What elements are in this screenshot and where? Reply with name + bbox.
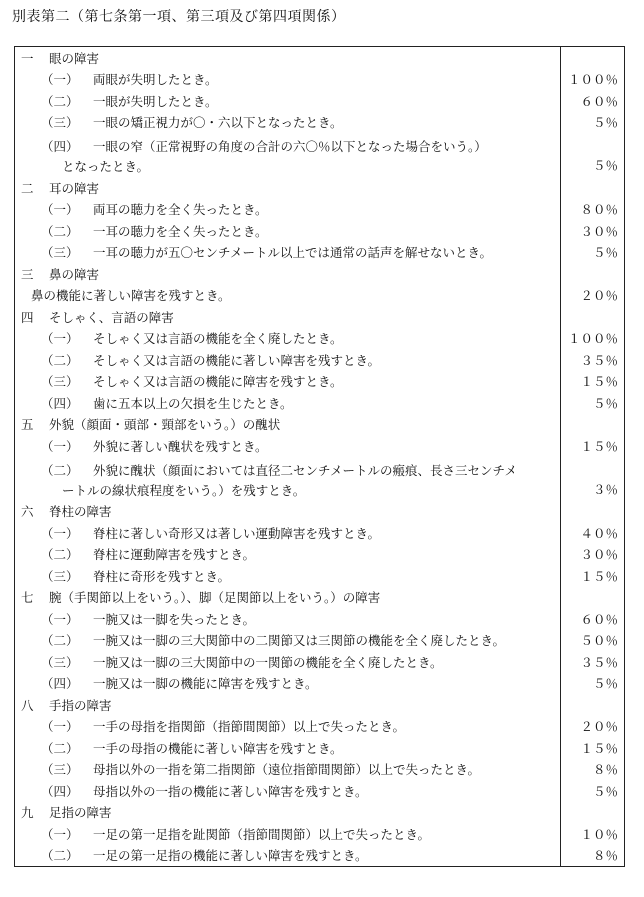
row-text bbox=[15, 265, 560, 283]
row-label: そしゃく又は言語の機能を全く廃したとき。 bbox=[93, 331, 343, 347]
item-number: （一） bbox=[41, 438, 79, 454]
section-number: 四 bbox=[21, 309, 34, 325]
benefit-percentage: ６０％ bbox=[560, 90, 624, 112]
row-text bbox=[15, 133, 560, 174]
benefit-percentage: ２０％ bbox=[560, 285, 624, 307]
item-number: （三） bbox=[41, 115, 79, 131]
benefit-percentage: ５％ bbox=[560, 780, 624, 802]
row-text bbox=[15, 49, 560, 67]
table-row bbox=[15, 845, 624, 867]
row-label: 外貌に醜状（顔面においては直径二センチメートルの瘢痕、長さ三センチメ bbox=[93, 462, 518, 478]
benefit-percentage: ５％ bbox=[560, 112, 624, 134]
row-label: 腕（手関節以上をいう。）、脚（足関節以上をいう。）の障害 bbox=[49, 590, 381, 606]
row-label: 一腕又は一脚の三大関節中の二関節又は三関節の機能を全く廃したとき。 bbox=[93, 633, 506, 649]
table-row bbox=[15, 112, 624, 134]
row-text bbox=[15, 653, 560, 671]
table-row bbox=[15, 673, 624, 695]
table-row bbox=[15, 349, 624, 371]
row-label: そしゃく、言語の障害 bbox=[49, 309, 174, 325]
benefit-percentage: ８０％ bbox=[560, 199, 624, 221]
row-text bbox=[15, 222, 560, 240]
benefit-percentage: １５％ bbox=[560, 565, 624, 587]
row-label: 一眼が失明したとき。 bbox=[93, 93, 218, 109]
benefit-percentage bbox=[560, 414, 624, 436]
row-text bbox=[15, 200, 560, 218]
benefit-percentage: ５０％ bbox=[560, 630, 624, 652]
table-row bbox=[15, 435, 624, 457]
section-header-row bbox=[15, 802, 624, 824]
row-label: 両耳の聴力を全く失ったとき。 bbox=[93, 202, 268, 218]
section-header-row bbox=[15, 47, 624, 69]
row-label: 一手の母指の機能に著しい障害を残すとき。 bbox=[93, 740, 343, 756]
benefit-percentage: ５％ bbox=[560, 673, 624, 695]
row-label: 一手の母指を指関節（指節間関節）以上で失ったとき。 bbox=[93, 719, 406, 735]
row-label: 一眼の矯正視力が〇・六以下となったとき。 bbox=[93, 115, 343, 131]
row-label: 外貌（顔面・頭部・頸部をいう。）の醜状 bbox=[49, 417, 281, 433]
row-continuation: ートルの線状痕程度をいう。）を残すとき。 bbox=[62, 482, 306, 498]
row-label: 眼の障害 bbox=[49, 50, 100, 66]
item-number: （一） bbox=[41, 826, 79, 842]
item-number: （三） bbox=[41, 762, 79, 778]
benefit-percentage: ２０％ bbox=[560, 716, 624, 738]
row-text bbox=[15, 696, 560, 714]
item-number: （二） bbox=[41, 93, 79, 109]
benefit-percentage: ３５％ bbox=[560, 651, 624, 673]
benefit-percentage: ３０％ bbox=[560, 220, 624, 242]
row-label: 一眼の窄（正常視野の角度の合計の六〇％以下となった場合をいう。） bbox=[93, 139, 487, 154]
section-number: 三 bbox=[21, 266, 34, 282]
item-number: （二） bbox=[41, 547, 79, 563]
item-number: （二） bbox=[41, 848, 79, 864]
row-text bbox=[15, 372, 560, 390]
row-label: 一腕又は一脚の機能に障害を残すとき。 bbox=[93, 676, 318, 692]
benefit-percentage: ８％ bbox=[560, 845, 624, 867]
benefit-percentage: １５％ bbox=[560, 737, 624, 759]
row-label: 一腕又は一脚を失ったとき。 bbox=[93, 611, 256, 627]
row-label: 一足の第一足指を趾関節（指節間関節）以上で失ったとき。 bbox=[93, 826, 431, 842]
row-text bbox=[15, 545, 560, 563]
benefit-percentage: ３％ bbox=[560, 457, 624, 501]
row-text bbox=[15, 524, 560, 542]
row-label: 脊柱に運動障害を残すとき。 bbox=[93, 547, 256, 563]
benefit-percentage bbox=[560, 694, 624, 716]
item-number: （三） bbox=[41, 245, 79, 261]
row-text bbox=[15, 308, 560, 326]
item-number: （一） bbox=[41, 202, 79, 218]
benefit-percentage: ５％ bbox=[560, 392, 624, 414]
row-label: 両眼が失明したとき。 bbox=[93, 72, 218, 88]
table-row bbox=[15, 220, 624, 242]
row-label: 脊柱に奇形を残すとき。 bbox=[93, 568, 231, 584]
table-row bbox=[15, 328, 624, 350]
benefit-percentage: ３０％ bbox=[560, 544, 624, 566]
benefit-percentage: １００％ bbox=[560, 328, 624, 350]
item-number: （四） bbox=[41, 676, 79, 692]
item-number: （二） bbox=[41, 223, 79, 239]
item-number: （二） bbox=[41, 352, 79, 368]
benefit-percentage bbox=[560, 501, 624, 523]
item-number: （四） bbox=[41, 783, 79, 799]
item-number: （四） bbox=[41, 139, 79, 154]
section-header-row bbox=[15, 587, 624, 609]
item-number: （三） bbox=[41, 654, 79, 670]
row-text bbox=[15, 782, 560, 800]
benefit-percentage: ５％ bbox=[560, 133, 624, 177]
row-text bbox=[15, 588, 560, 606]
item-number: （四） bbox=[41, 395, 79, 411]
row-label: 手指の障害 bbox=[49, 697, 112, 713]
section-number: 二 bbox=[21, 180, 34, 196]
table-row bbox=[15, 69, 624, 91]
row-text bbox=[15, 92, 560, 110]
row-label: 耳の障害 bbox=[49, 180, 100, 196]
table-row bbox=[15, 565, 624, 587]
row-text bbox=[15, 113, 560, 131]
benefit-percentage: １０％ bbox=[560, 823, 624, 845]
row-label: 母指以外の一指の機能に著しい障害を残すとき。 bbox=[93, 783, 368, 799]
section-header-row bbox=[15, 177, 624, 199]
row-label: 一足の第一足指の機能に著しい障害を残すとき。 bbox=[93, 848, 368, 864]
row-text bbox=[15, 329, 560, 347]
benefit-percentage: １００％ bbox=[560, 69, 624, 91]
row-label: 外貌に著しい醜状を残すとき。 bbox=[93, 438, 268, 454]
table-row bbox=[15, 823, 624, 845]
row-text bbox=[15, 674, 560, 692]
item-number: （一） bbox=[41, 525, 79, 541]
row-text bbox=[15, 243, 560, 261]
benefit-percentage bbox=[560, 306, 624, 328]
benefit-percentage: ３５％ bbox=[560, 349, 624, 371]
row-text bbox=[15, 502, 560, 520]
table-row bbox=[15, 285, 624, 307]
item-number: （一） bbox=[41, 719, 79, 735]
section-number: 七 bbox=[21, 590, 34, 606]
table-row bbox=[15, 630, 624, 652]
table-row bbox=[15, 90, 624, 112]
benefit-percentage: ４０％ bbox=[560, 522, 624, 544]
row-label: 鼻の機能に著しい障害を残すとき。 bbox=[31, 288, 231, 304]
row-text bbox=[15, 394, 560, 412]
row-text bbox=[15, 437, 560, 455]
item-number: （一） bbox=[41, 331, 79, 347]
row-label: 脊柱に著しい奇形又は著しい運動障害を残すとき。 bbox=[93, 525, 381, 541]
item-number: （三） bbox=[41, 374, 79, 390]
table-row bbox=[15, 371, 624, 393]
row-text bbox=[15, 631, 560, 649]
section-number: 八 bbox=[21, 697, 34, 713]
section-header-row bbox=[15, 694, 624, 716]
row-label: そしゃく又は言語の機能に障害を残すとき。 bbox=[93, 374, 343, 390]
table-row bbox=[15, 457, 624, 501]
benefit-percentage: ８％ bbox=[560, 759, 624, 781]
benefit-percentage bbox=[560, 587, 624, 609]
benefit-percentage: １５％ bbox=[560, 435, 624, 457]
section-number: 六 bbox=[21, 504, 34, 520]
section-header-row bbox=[15, 263, 624, 285]
section-number: 五 bbox=[21, 417, 34, 433]
table-row bbox=[15, 716, 624, 738]
row-continuation: となったとき。 bbox=[62, 159, 150, 174]
row-text bbox=[15, 567, 560, 585]
table-row bbox=[15, 737, 624, 759]
item-number: （二） bbox=[41, 740, 79, 756]
row-text bbox=[15, 70, 560, 88]
page-title: 別表第二（第七条第一項、第三項及び第四項関係） bbox=[12, 9, 346, 25]
table-row bbox=[15, 522, 624, 544]
benefit-percentage bbox=[560, 177, 624, 199]
disability-table bbox=[14, 46, 625, 867]
row-text bbox=[15, 457, 560, 498]
item-number: （二） bbox=[41, 462, 79, 478]
table-row bbox=[15, 759, 624, 781]
section-header-row bbox=[15, 414, 624, 436]
row-text bbox=[15, 415, 560, 433]
item-number: （一） bbox=[41, 72, 79, 88]
table-row bbox=[15, 133, 624, 177]
row-text bbox=[15, 825, 560, 843]
row-label: 一耳の聴力が五〇センチメートル以上では通常の話声を解せないとき。 bbox=[93, 245, 493, 261]
row-label: 歯に五本以上の欠損を生じたとき。 bbox=[93, 395, 293, 411]
table-row bbox=[15, 608, 624, 630]
row-label: 一腕又は一脚の三大関節中の一関節の機能を全く廃したとき。 bbox=[93, 654, 443, 670]
row-text bbox=[15, 846, 560, 864]
benefit-percentage bbox=[560, 802, 624, 824]
table-row bbox=[15, 780, 624, 802]
row-text bbox=[15, 717, 560, 735]
row-label: 足指の障害 bbox=[49, 805, 112, 821]
row-text bbox=[15, 351, 560, 369]
row-text bbox=[15, 179, 560, 197]
row-text bbox=[15, 286, 560, 304]
table-row bbox=[15, 242, 624, 264]
row-text bbox=[15, 739, 560, 757]
row-text bbox=[15, 803, 560, 821]
benefit-percentage: １５％ bbox=[560, 371, 624, 393]
table-row bbox=[15, 544, 624, 566]
row-label: 鼻の障害 bbox=[49, 266, 100, 282]
row-label: 母指以外の一指を第二指関節（遠位指節間関節）以上で失ったとき。 bbox=[93, 762, 481, 778]
benefit-percentage bbox=[560, 47, 624, 69]
item-number: （三） bbox=[41, 568, 79, 584]
item-number: （一） bbox=[41, 611, 79, 627]
benefit-percentage bbox=[560, 263, 624, 285]
row-label: 一耳の聴力を全く失ったとき。 bbox=[93, 223, 268, 239]
row-text bbox=[15, 610, 560, 628]
section-number: 九 bbox=[21, 805, 34, 821]
table-row bbox=[15, 199, 624, 221]
table-row bbox=[15, 392, 624, 414]
row-text bbox=[15, 760, 560, 778]
item-number: （二） bbox=[41, 633, 79, 649]
row-label: 脊柱の障害 bbox=[49, 504, 112, 520]
table-row bbox=[15, 651, 624, 673]
benefit-percentage: ５％ bbox=[560, 242, 624, 264]
section-number: 一 bbox=[21, 50, 34, 66]
benefit-percentage: ６０％ bbox=[560, 608, 624, 630]
section-header-row bbox=[15, 501, 624, 523]
row-label: そしゃく又は言語の機能に著しい障害を残すとき。 bbox=[93, 352, 381, 368]
section-header-row bbox=[15, 306, 624, 328]
